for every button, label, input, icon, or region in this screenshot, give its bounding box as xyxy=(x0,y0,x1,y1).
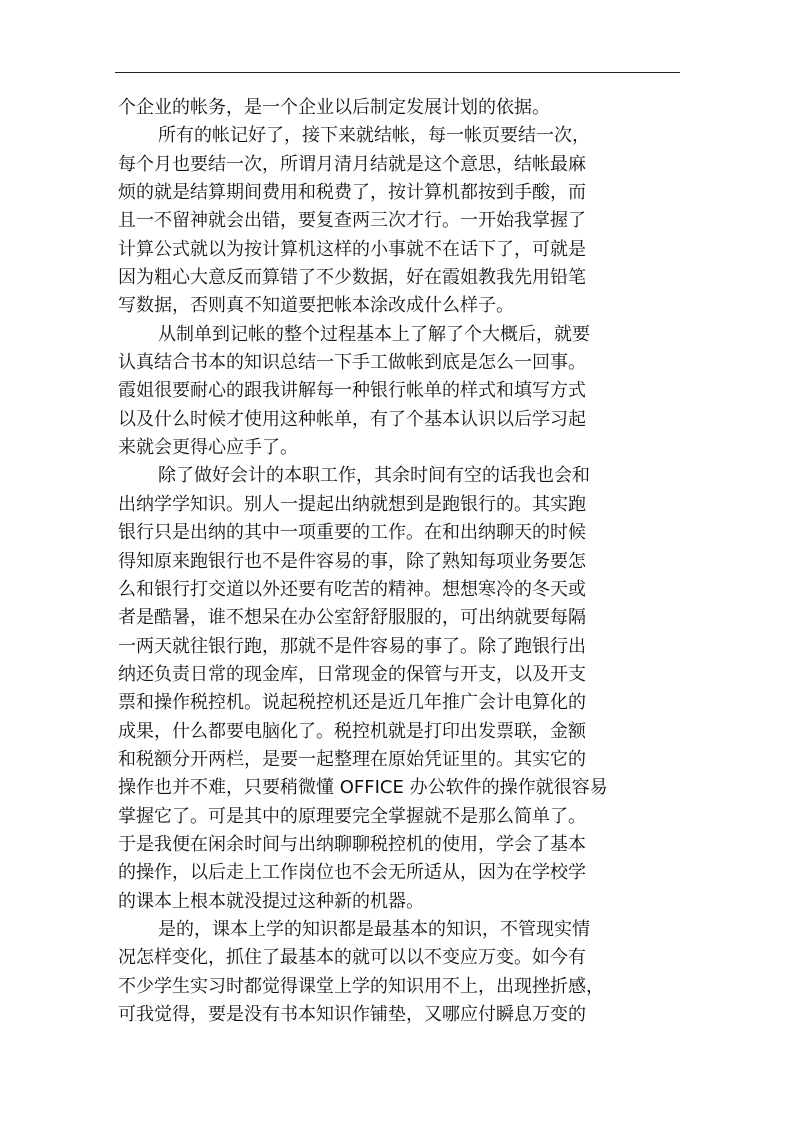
text-line: 霞姐很要耐心的跟我讲解每一种银行帐单的样式和填写方式 xyxy=(118,380,586,402)
text-line: 烦的就是结算期间费用和税费了，按计算机都按到手酸，而 xyxy=(118,182,586,204)
text-line: 因为粗心大意反而算错了不少数据，好在霞姐教我先用铅笔 xyxy=(118,267,586,289)
text-line: 纳还负责日常的现金库，日常现金的保管与开支，以及开支 xyxy=(118,663,586,685)
text-line: 出纳学学知识。别人一提起出纳就想到是跑银行的。其实跑 xyxy=(118,493,586,515)
text-line: 认真结合书本的知识总结一下手工做帐到底是怎么一回事。 xyxy=(118,352,586,374)
text-line: 况怎样变化，抓住了最基本的就可以以不变应万变。如今有 xyxy=(118,947,586,969)
text-line: 的操作，以后走上工作岗位也不会无所适从，因为在学校学 xyxy=(118,862,586,884)
text-line: 个企业的帐务，是一个企业以后制定发展计划的依据。 xyxy=(118,97,550,118)
text-line: 除了做好会计的本职工作，其余时间有空的话我也会和 xyxy=(158,465,590,487)
text-line: 得知原来跑银行也不是件容易的事，除了熟知每项业务要怎 xyxy=(118,550,586,572)
text-line: 每个月也要结一次，所谓月清月结就是这个意思，结帐最麻 xyxy=(118,153,586,175)
header-rule xyxy=(115,72,680,73)
text-line: 来就会更得心应手了。 xyxy=(118,437,298,459)
text-line: 么和银行打交道以外还要有吃苦的精神。想想寒冷的冬天或 xyxy=(118,578,586,600)
text-line: 成果，什么都要电脑化了。税控机就是打印出发票联，金额 xyxy=(118,720,586,742)
text-line: 于是我便在闲余时间与出纳聊聊税控机的使用，学会了基本 xyxy=(118,833,586,855)
text-line: 所有的帐记好了，接下来就结帐，每一帐页要结一次， xyxy=(158,125,590,147)
document-body xyxy=(118,94,678,1029)
text-line: 一两天就往银行跑，那就不是件容易的事了。除了跑银行出 xyxy=(118,635,586,657)
text-line: 且一不留神就会出错，要复查两三次才行。一开始我掌握了 xyxy=(118,210,586,232)
text-line: 从制单到记帐的整个过程基本上了解了个大概后，就要 xyxy=(158,323,590,345)
text-line: 者是酷暑，谁不想呆在办公室舒舒服服的，可出纳就要每隔 xyxy=(118,607,586,629)
text-line: 操作也并不难，只要稍微懂 OFFICE 办公软件的操作就很容易 xyxy=(118,777,608,799)
text-line: 和税额分开两栏，是要一起整理在原始凭证里的。其实它的 xyxy=(118,748,586,770)
text-line: 不少学生实习时都觉得课堂上学的知识用不上，出现挫折感， xyxy=(118,975,604,997)
text-line: 可我觉得，要是没有书本知识作铺垫，又哪应付瞬息万变的 xyxy=(118,1004,586,1025)
text-line: 计算公式就以为按计算机这样的小事就不在话下了，可就是 xyxy=(118,238,586,260)
text-line: 的课本上根本就没提过这种新的机器。 xyxy=(118,890,424,912)
text-line: 票和操作税控机。说起税控机还是近几年推广会计电算化的 xyxy=(118,692,586,714)
text-line: 是的，课本上学的知识都是最基本的知识，不管现实情 xyxy=(158,918,590,940)
text-line: 掌握它了。可是其中的原理要完全掌握就不是那么简单了。 xyxy=(118,805,586,827)
text-line: 以及什么时候才使用这种帐单，有了个基本认识以后学习起 xyxy=(118,408,586,430)
text-line: 写数据，否则真不知道要把帐本涂改成什么样子。 xyxy=(118,295,514,317)
text-line: 银行只是出纳的其中一项重要的工作。在和出纳聊天的时候 xyxy=(118,522,586,544)
